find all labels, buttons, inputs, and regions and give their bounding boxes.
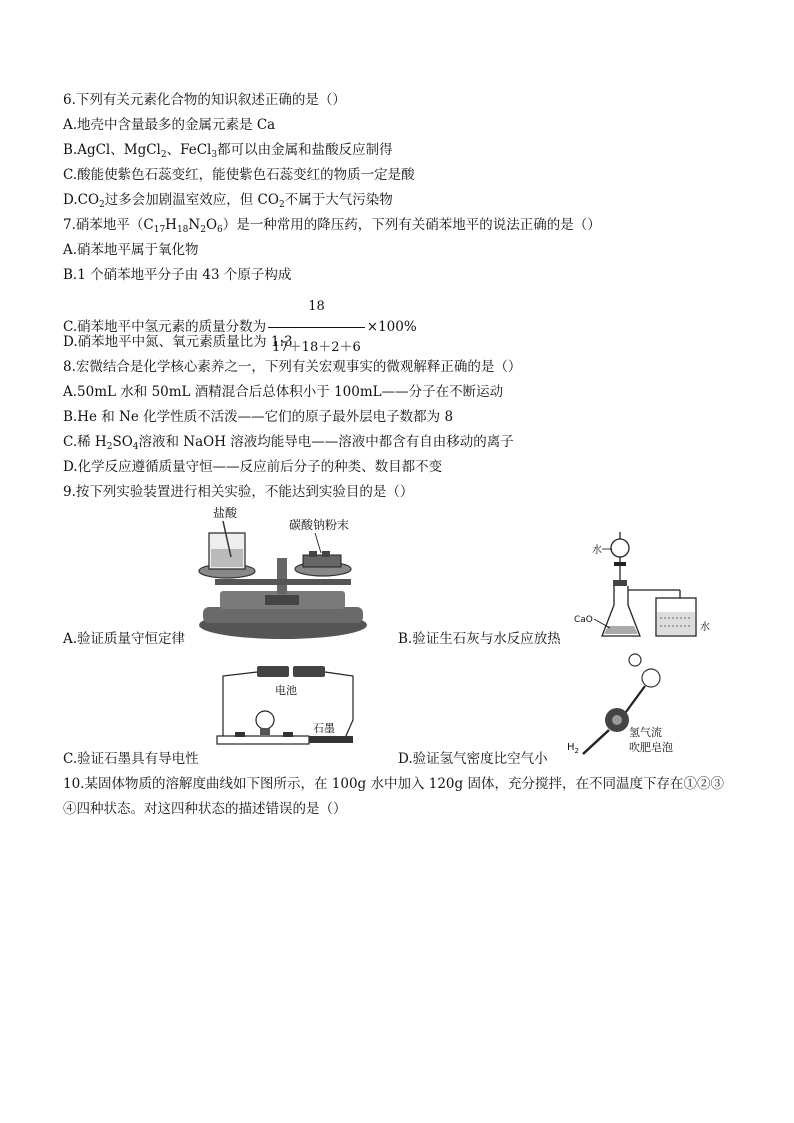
q8-option-c: C.稀 $H_2SO_4$溶液和 NaOH 溶液均能导电——溶液中都含有自由移动的离子 — [63, 434, 514, 452]
q6-option-d: $D.CO_2$过多会加剧温室效应，但 $CO_2$不属于大气污染物 — [63, 192, 393, 210]
label-cao: CaO — [574, 615, 593, 625]
label-graphite: 石墨 — [313, 722, 335, 735]
q7-option-a: A.硝苯地平属于氧化物 — [63, 242, 199, 258]
soap-bubble-figure — [565, 650, 685, 765]
q10-stem-line1: 10.某固体物质的溶解度曲线如下图所示，在 100g 水中加入 120g 固体，充分搅拌，在不同温度下存在①②③ — [63, 776, 724, 792]
label-hydrogen-flow: 氢气流 — [629, 726, 662, 739]
q9-caption-c: C.验证石墨具有导电性 — [63, 751, 199, 767]
q9-caption-d: D.验证氢气密度比空气小 — [398, 751, 548, 767]
q8-option-d: D.化学反应遵循质量守恒——反应前后分子的种类、数目都不变 — [63, 459, 443, 475]
q9-caption-b: B.验证生石灰与水反应放热 — [398, 631, 561, 647]
label-battery: 电池 — [275, 684, 297, 697]
label-hydrochloric-acid: 盐酸 — [213, 506, 238, 520]
q10-stem-line2: ④四种状态。对这四种状态的描述错误的是（） — [63, 801, 347, 817]
label-sodium-carbonate-powder: 碳酸钠粉末 — [289, 518, 350, 532]
label-blow-bubbles: 吹肥皂泡 — [629, 741, 673, 754]
q6-option-a: A.地壳中含量最多的金属元素是 Ca — [63, 117, 276, 133]
label-water-beaker: 水 — [700, 622, 710, 633]
balance-apparatus-figure — [195, 503, 370, 641]
circuit-figure — [205, 660, 365, 750]
q8-option-b: B.He 和 Ne 化学性质不活泼——它们的原子最外层电子数都为 8 — [63, 409, 454, 425]
q7-option-b: B.1 个硝苯地平分子由 43 个原子构成 — [63, 267, 292, 283]
q6-option-c: C.酸能使紫色石蕊变红，能使紫色石蕊变红的物质一定是酸 — [63, 167, 415, 183]
q6-option-b: B.AgCl、MgCl$_2$、FeCl$_3$都可以由金属和盐酸反应制得 — [63, 142, 393, 160]
q9-stem: 9.按下列实验装置进行相关实验，不能达到实验目的是（） — [63, 484, 414, 500]
q8-option-a: A.50mL 水和 50mL 酒精混合后总体积小于 100mL——分子在不断运动 — [63, 384, 504, 400]
q7-stem: 7.硝苯地平$(C_{17}H_{18}N_2O_6)$是一种常用的降压药，下列有关硝苯地平的说法正确的是（） — [63, 217, 601, 235]
q8-stem: 8.宏微结合是化学核心素养之一，下列有关宏观事实的微观解释正确的是（） — [63, 359, 522, 375]
mass-fraction: $\frac{18}{17+18+2+6}$ — [268, 288, 365, 367]
q7-option-d: D.硝苯地平中氮、氧元素质量比为 1:3 — [63, 334, 293, 350]
flask-apparatus-figure — [570, 530, 715, 645]
q9-caption-a: A.验证质量守恒定律 — [63, 631, 186, 647]
q7-option-c: C.硝苯地平中氢元素的质量分数为 $\frac{18}{17+18+2+6}$ ×100% — [63, 288, 417, 367]
label-hydrogen: $H_2$ — [567, 742, 579, 755]
label-water-funnel: 水 — [592, 545, 602, 556]
q6-stem: 6.下列有关元素化合物的知识叙述正确的是（） — [63, 92, 346, 108]
